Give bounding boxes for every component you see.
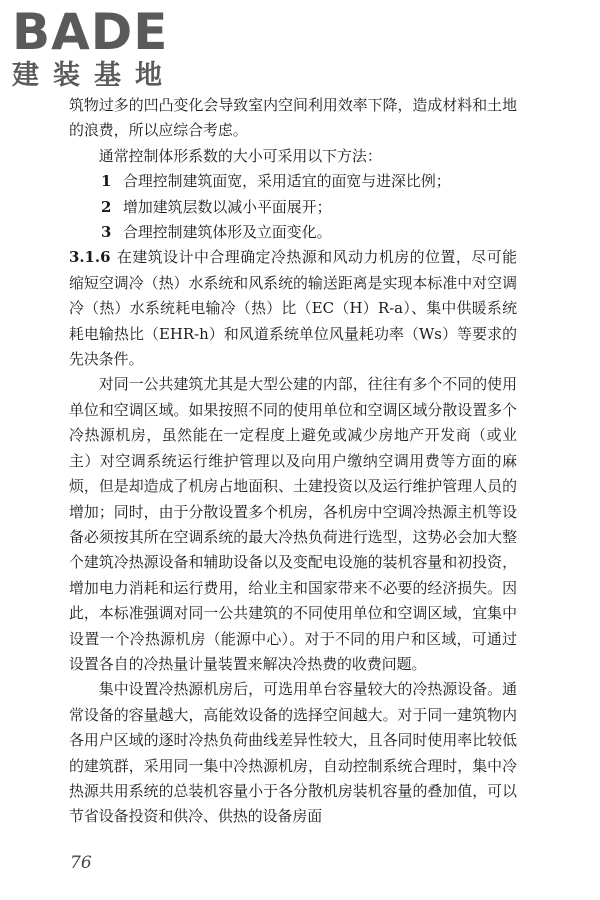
paragraph-continued: 筑物过多的凹凸变化会导致室内空间利用效率下降，造成材料和土地的浪费，所以应综合考虑。 bbox=[69, 96, 517, 140]
list-item-text: 增加建筑层数以减小平面展开； bbox=[123, 197, 332, 216]
list-item-text: 合理控制建筑体形及立面变化。 bbox=[123, 223, 332, 242]
section-paragraph bbox=[69, 245, 517, 372]
paragraph-capacity: 集中设置冷热源机房后，可选用单台容量较大的冷热源设备。通常设备的容量越大，高能效设备的选择空间越大。对于同一建筑物内各用户区域的逐时冷热负荷曲线差异性较大，且各同时使用率比较低的建筑群，采用同一集中冷热源机房，自动控制系统合理时，集中冷热源共用系统的总装机容量小于各分散机房装机容量的叠加值，可以节省设备投资和供冷、供热的设备房面 bbox=[69, 680, 517, 826]
list-item-number: 2 bbox=[101, 197, 112, 216]
logo-subtitle: 建装基地 bbox=[12, 60, 176, 91]
paragraph-centralized-plant: 对同一公共建筑尤其是大型公建的内部，往往有多个不同的使用单位和空调区域。如果按照不同的使用单位和空调区域分散设置多个冷热源机房，虽然能在一定程度上避免或减少房地产开发商（或业主）对空调系统运行维护管理以及向用户缴纳空调用费等方面的麻烦，但是却造成了机房占地面积、土建投资以及运行维护管理人员的增加；同时，由于分散设置多个机房，各机房中空调冷热源主机等设备必须按其所在空调系统的最大冷热负荷进行选型，这势必会加大整个建筑冷热源设备和辅助设备以及变配电设施的装机容量和初投资，增加电力消耗和运行费用，给业主和国家带来不必要的经济损失。因此，本标准强调对同一公共建筑的不同使用单位和空调区域，宜集中设置一个冷热源机房（能源中心）。对于不同的用户和区域，可通过设置各自的冷热量计量装置来解决冷热费的收费问题。 bbox=[69, 375, 517, 673]
list-item-number: 1 bbox=[101, 172, 112, 191]
list-item bbox=[69, 195, 517, 220]
paragraph-methods-intro: 通常控制体形系数的大小可采用以下方法： bbox=[98, 146, 382, 165]
logo bbox=[12, 3, 176, 92]
list-item-number: 3 bbox=[101, 223, 112, 242]
logo-wordmark: BADE bbox=[12, 3, 169, 61]
list-item bbox=[69, 220, 517, 245]
section-text: 在建筑设计中合理确定冷热源和风动力机房的位置，尽可能缩短空调冷（热）水系统和风系统的输送距离是实现本标准中对空调冷（热）水系统耗电输冷（热）比（EC（H）R-a）、集中供暖系统耗电输热比（EHR-h）和风道系统单位风量耗功率（Ws）等要求的先决条件。 bbox=[69, 248, 517, 369]
section-number: 3.1.6 bbox=[69, 248, 111, 267]
list-item bbox=[69, 169, 517, 194]
page-number: 76 bbox=[70, 853, 92, 873]
list-item-text: 合理控制建筑面宽，采用适宜的面宽与进深比例； bbox=[123, 172, 451, 191]
body-text bbox=[69, 93, 517, 830]
